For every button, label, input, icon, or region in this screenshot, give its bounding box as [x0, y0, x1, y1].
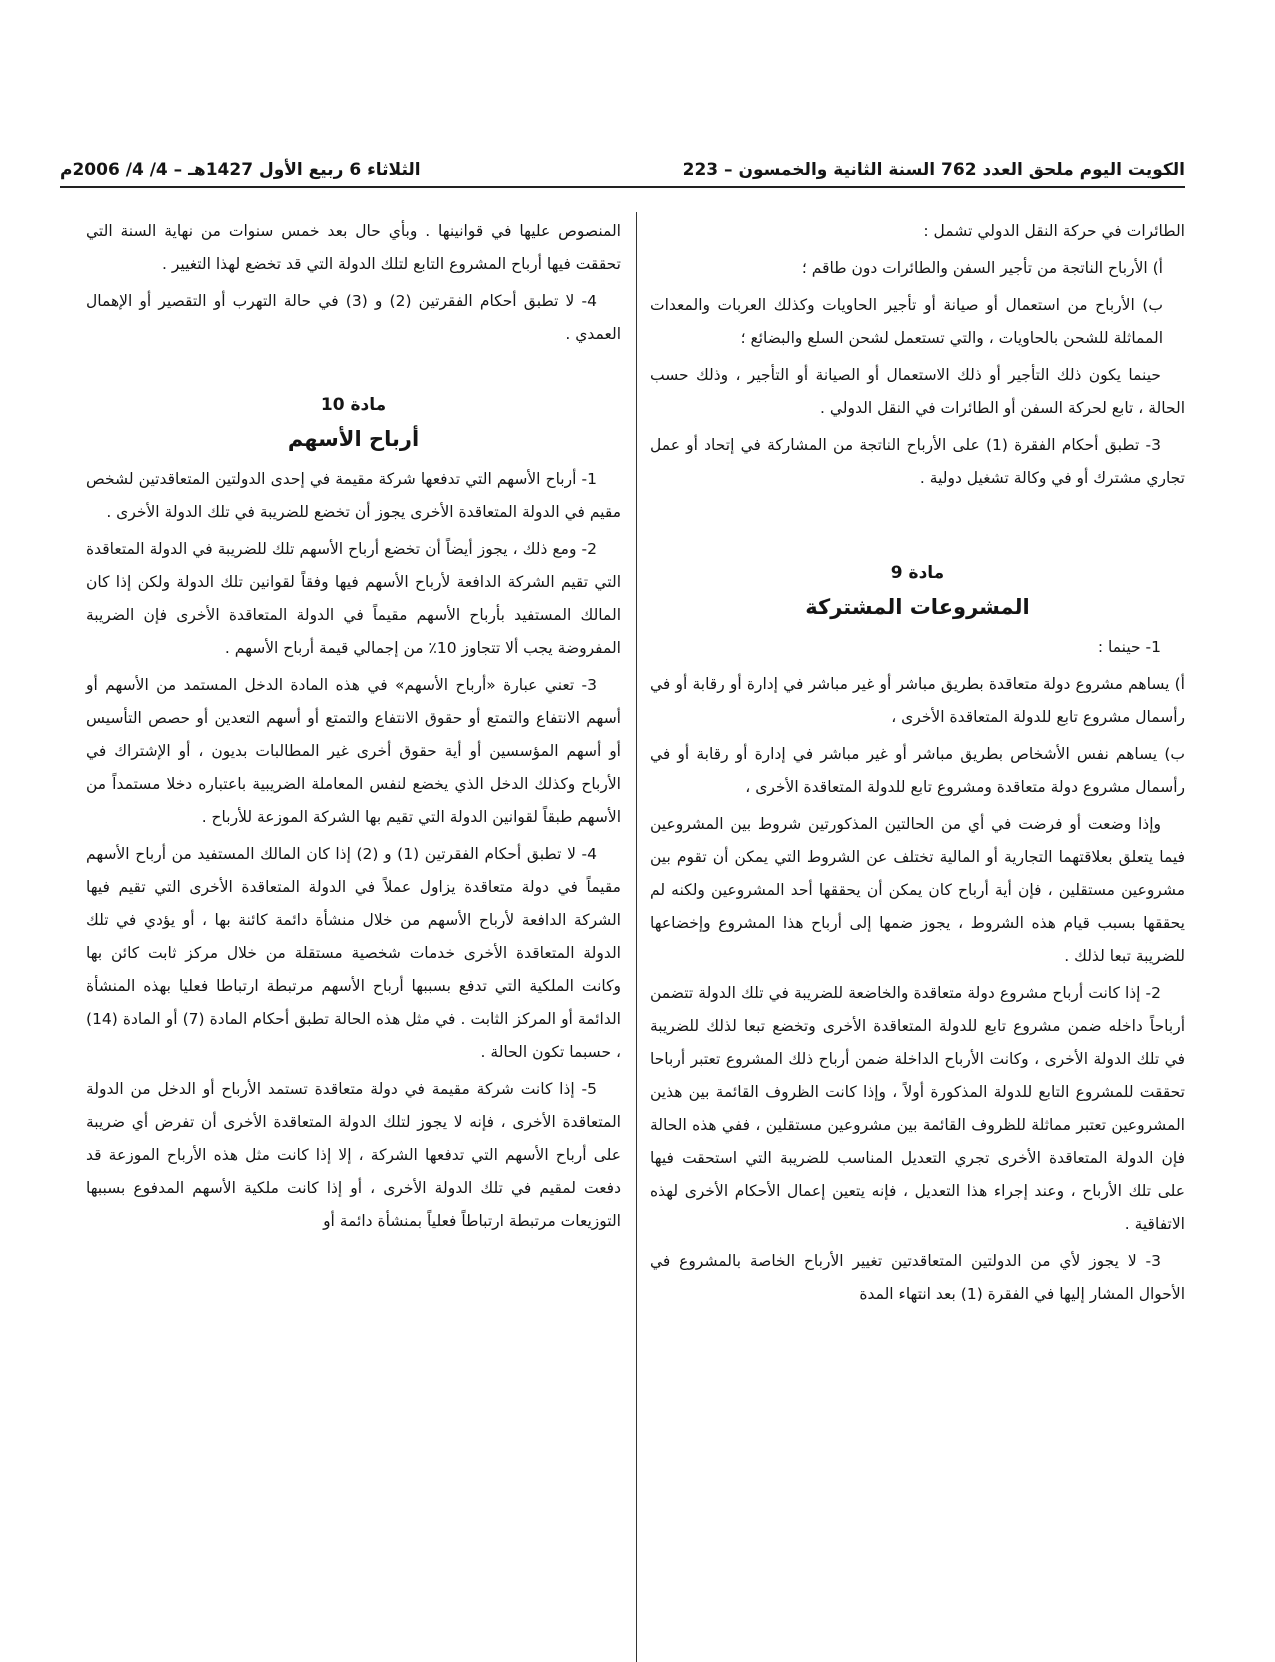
article-10-p5: 5- إذا كانت شركة مقيمة في دولة متعاقدة تستمد الأرباح أو الدخل من الدولة المتعاقدة الأخرى ، فإنه لا يجوز لتلك الدولة المتعاقدة الأخرى أن تفرض أي ضريبة على أرباح الأسهم التي تدفعها الشركة ، إلا إذا كانت مثل هذه الأرباح الموزعة قد دفعت لمقيم في تلك الدولة الأخرى ، أو إذا كانت ملكية الأسهم المدفوع بسببها التوزيعات مرتبطة ارتباطاً فعلياً بمنشأة دائمة أو	[86, 1080, 621, 1230]
header-rule	[60, 186, 1185, 188]
article-9-title: المشروعات المشتركة	[805, 595, 1030, 619]
article-10-p4: 4- لا تطبق أحكام الفقرتين (1) و (2) إذا كان المالك المستفيد من أرباح الأسهم مقيماً في دولة متعاقدة يزاول عملاً في الدولة المتعاقدة الأخرى التي تقيم فيها الشركة الدافعة لأرباح الأسهم من خلال منشأة دائمة كائنة بها ، أو يؤدي في تلك الدولة المتعاقدة الأخرى خدمات شخصية مستقلة من خلال مركز ثابت كائن بها وكانت الملكية التي تدفع بسببها أرباح الأسهم مرتبطة ارتباطا فعليا بهذه المنشأة الدائمة أو المركز الثابت . في مثل هذه الحالة تطبق أحكام المادة (7) أو المادة (14) ، حسبما تكون الحالة .	[86, 845, 621, 1061]
article-9-number: مادة 9	[890, 563, 945, 583]
item-a: أ) الأرباح الناتجة من تأجير السفن والطائرات دون طاقم ؛	[801, 259, 1163, 277]
article-9-p2: 2- إذا كانت أرباح مشروع دولة متعاقدة والخاضعة للضريبة في تلك الدولة تتضمن أرباحاً داخله ضمن مشروع تابع للدولة المتعاقدة الأخرى وتخضع تبعا لذلك للضريبة في تلك الدولة الأخرى ، وكانت الأرباح الداخلة ضمن أرباح ذلك المشروع تعتبر أرباحا تحققت للمشروع التابع للدولة المذكورة أولاً ، وإذا كانت الظروف القائمة بين هذين المشروعين تعتبر مماثلة للظروف القائمة بين مشروعين مستقلين ، ففي هذه الحالة فإن الدولة المتعاقدة الأخرى تجري التعديل المناسب للضريبة التي استحقت فيها على تلك الأرباح ، وعند إجراء هذا التعديل ، فإنه يتعين إعمال الأحكام الأخرى لهذه الاتفاقية .	[650, 984, 1185, 1233]
para-when: حينما يكون ذلك التأجير أو ذلك الاستعمال أو الصيانة أو التأجير ، وذلك حسب الحالة ، تابع لحركة السفن أو الطائرات في النقل الدولي .	[650, 366, 1185, 417]
header-date: الثلاثاء 6 ربيع الأول 1427هـ – 4/ 4/ 2006م	[60, 160, 421, 180]
item-b: ب) الأرباح من استعمال أو صيانة أو تأجير الحاويات وكذلك العربات والمعدات المماثلة للشحن بالحاويات ، والتي تستعمل لشحن السلع والبضائع ؛	[650, 296, 1163, 347]
article-9-p1-c: وإذا وضعت أو فرضت في أي من الحالتين المذكورتين شروط بين المشروعين فيما يتعلق بعلاقتهما التجارية أو المالية تختلف عن الشروط التي يمكن أن تقوم بين مشروعين مستقلين ، فإن أية أرباح كان يمكن أن يحققها أحد المشروعين ولكنه لم يحققها بسبب قيام هذه الشروط ، يجوز ضمها إلى أرباح هذا المشروع وإخضاعها للضريبة تبعا لذلك .	[650, 815, 1185, 965]
article-9-p3: 3- لا يجوز لأي من الدولتين المتعاقدتين تغيير الأرباح الخاصة بالمشروع في الأحوال المشار إليها في الفقرة (1) بعد انتهاء المدة	[650, 1252, 1185, 1303]
article-10-number: مادة 10	[320, 395, 387, 415]
column-divider	[636, 212, 637, 1662]
continued-text: المنصوص عليها في قوانينها . وبأي حال بعد خمس سنوات من نهاية السنة التي تحققت فيها أرباح المشروع التابع لتلك الدولة التي قد تخضع لهذا التغيير .	[86, 222, 621, 273]
para-3: 3- تطبق أحكام الفقرة (1) على الأرباح الناتجة من المشاركة في إتحاد أو عمل تجاري مشترك أو في وكالة تشغيل دولية .	[650, 436, 1185, 487]
header-publication-info: الكويت اليوم ملحق العدد 762 السنة الثانية والخمسون – 223	[682, 160, 1185, 180]
article-10-p3: 3- تعني عبارة «أرباح الأسهم» في هذه المادة الدخل المستمد من الأسهم أو أسهم الانتفاع والتمتع أو حقوق الانتفاع والتمتع أو أسهم التعدين أو حصص التأسيس أو أسهم المؤسسين أو أية حقوق أخرى غير المطالبات بديون ، أو الإشتراك في الأرباح وكذلك الدخل الذي يخضع لنفس المعاملة الضريبية باعتباره دخلا مستمداً من الأسهم طبقاً لقوانين الدولة التي تقيم بها الشركة الموزعة للأرباح .	[86, 676, 621, 826]
right-column	[650, 215, 1185, 1315]
article-9-p1: 1- حينما :	[1097, 638, 1161, 656]
article-10-title: أرباح الأسهم	[287, 427, 420, 451]
article-9-p4: 4- لا تطبق أحكام الفقرتين (2) و (3) في حالة التهرب أو التقصير أو الإهمال العمدي .	[86, 292, 621, 343]
article-10-p2: 2- ومع ذلك ، يجوز أيضاً أن تخضع أرباح الأسهم تلك للضريبة في الدولة المتعاقدة التي تقيم الشركة الدافعة لأرباح الأسهم فيها وفقاً لقوانين تلك الدولة ولكن إذا كان المالك المستفيد بأرباح الأسهم مقيماً في الدولة المتعاقدة الأخرى فإن الضريبة المفروضة يجب ألا تتجاوز 10٪ من إجمالي قيمة أرباح الأسهم .	[86, 540, 621, 657]
article-9-p1-b: ب) يساهم نفس الأشخاص بطريق مباشر أو غير مباشر في إدارة أو رقابة أو في رأسمال مشروع دولة متعاقدة ومشروع تابع للدولة المتعاقدة الأخرى ،	[650, 745, 1185, 796]
article-10-p1: 1- أرباح الأسهم التي تدفعها شركة مقيمة في إحدى الدولتين المتعاقدتين لشخص مقيم في الدولة المتعاقدة الأخرى يجوز أن تخضع للضريبة في تلك الدولة الأخرى .	[86, 470, 621, 521]
article-9-p1-a: أ) يساهم مشروع دولة متعاقدة بطريق مباشر أو غير مباشر في إدارة أو رقابة أو في رأسمال مشروع تابع للدولة المتعاقدة الأخرى ،	[650, 675, 1185, 726]
left-column	[86, 215, 621, 1242]
page-header	[60, 160, 1185, 194]
right-intro: الطائرات في حركة النقل الدولي تشمل :	[923, 222, 1185, 240]
